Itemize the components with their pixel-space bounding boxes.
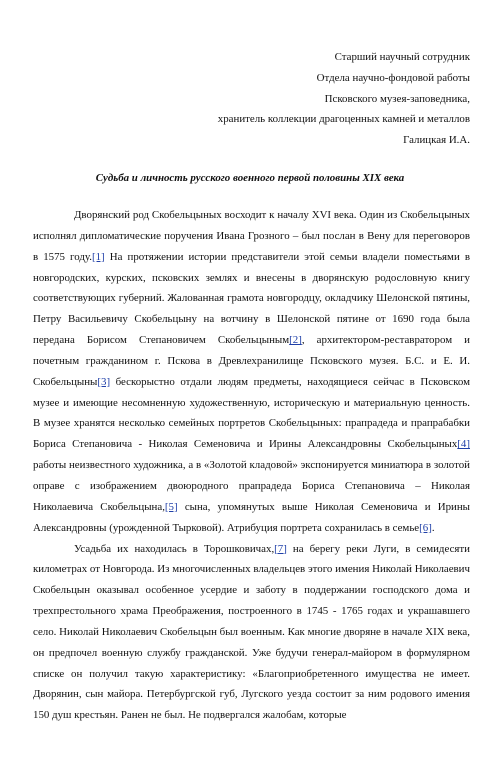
affiliation-line: Отдела научно-фондовой работы — [316, 71, 470, 84]
footnote-link[interactable]: [6] — [419, 521, 432, 534]
paragraph-text: сына, упомянутых выше Николая Семеновича и Ирины Александровны (урожденной Тырковой). Атрибуция портрета сохранилась в семье — [33, 500, 470, 534]
paragraph-text: , архитектором-реставратором и почетным гражданином г. Пскова в Древлехранилище Псковского музея. Б.С. и Е. И. Скобельцыны — [33, 334, 470, 388]
paragraph-text: . — [431, 521, 435, 534]
paragraph-text: На протяжении истории представители этой семьи владели поместьями в новгородских, курских, псковских землях и внесены в дворянскую родословную книгу соответствующих губерний. Жалованная грамота новгородцу, окладчику Шелонской пятины, Петру Васильевичу Скобельцыну на вотчину в Шелонской пятине от 1690 года была передана Борисом Степановичем Скобельцыным — [33, 250, 470, 347]
footnote-link[interactable]: [5] — [164, 500, 178, 513]
footnote-link[interactable]: [2] — [289, 334, 302, 347]
footnote-link[interactable]: [7] — [274, 542, 287, 555]
paragraph-text: Дворянский род Скобельцыных восходит к началу XVI века. Один из Скобельцыных исполнял дипломатические поручения Ивана Грозного – был послан в Вену для переговоров в 1575 году. — [33, 209, 470, 263]
body-paragraph — [33, 539, 470, 727]
author-name: Галицкая И.А. — [403, 134, 470, 147]
body-paragraph — [33, 205, 470, 539]
affiliation-line: Псковского музея-заповедника, — [324, 92, 470, 105]
document-body — [33, 205, 470, 726]
paragraph-text: бескорыстно отдали людям предметы, находящиеся сейчас в Псковском музее и имеющие несомненную художественную, историческую и материальную ценность. В музее хранятся несколько семейных портретов Скобельцыных: прапрадеда и прапрабабки Бориса Степановича - Николая Семеновича и Ирины Александровны Скобельцыных — [33, 375, 470, 451]
footnote-link[interactable]: [4] — [457, 438, 470, 451]
affiliation-line: хранитель коллекции драгоценных камней и металлов — [217, 113, 470, 126]
footnote-link[interactable]: [1] — [91, 250, 105, 263]
paragraph-text: на берегу реки Луги, в семидесяти километрах от Новгорода. Из многочисленных владельцев этого имения Николай Николаевич Скобельцын оказывал особенное усердие и заботу в поддержании господского дома и трехпрестольного храма Преображения, построенного в 1745 - 1765 годах и украшавшего село. Николай Николаевич Скобельцын был военным. Как многие дворяне в начале XIX века, он предпочел военную службу гражданской. Уже будучи генерал-майором в формулярном списке он получил такую характеристику: «Благоприобретенного имущества не имеет. Дворянин, сын майора. Петербургской губ, Лугского уезда состоит за ним родового имения 150 душ крестьян. Ранен не был. Не подвергался жалобам, которые — [33, 542, 470, 722]
footnote-link[interactable]: [3] — [97, 375, 111, 388]
paragraph-text: Усадьба их находилась в Торошковичах, — [74, 542, 275, 555]
affiliation-line: Старший научный сотрудник — [334, 51, 470, 63]
author-affiliation — [218, 47, 470, 151]
paragraph-text: работы неизвестного художника, а в «Золотой кладовой» экспонируется миниатюра в золотой оправе с изображением двоюродного прапрадеда Бориса Степановича – Николая Николаевича Скобельцына, — [33, 459, 470, 513]
document-title: Судьба и личность русского военного первой половины XIX века — [95, 172, 405, 184]
